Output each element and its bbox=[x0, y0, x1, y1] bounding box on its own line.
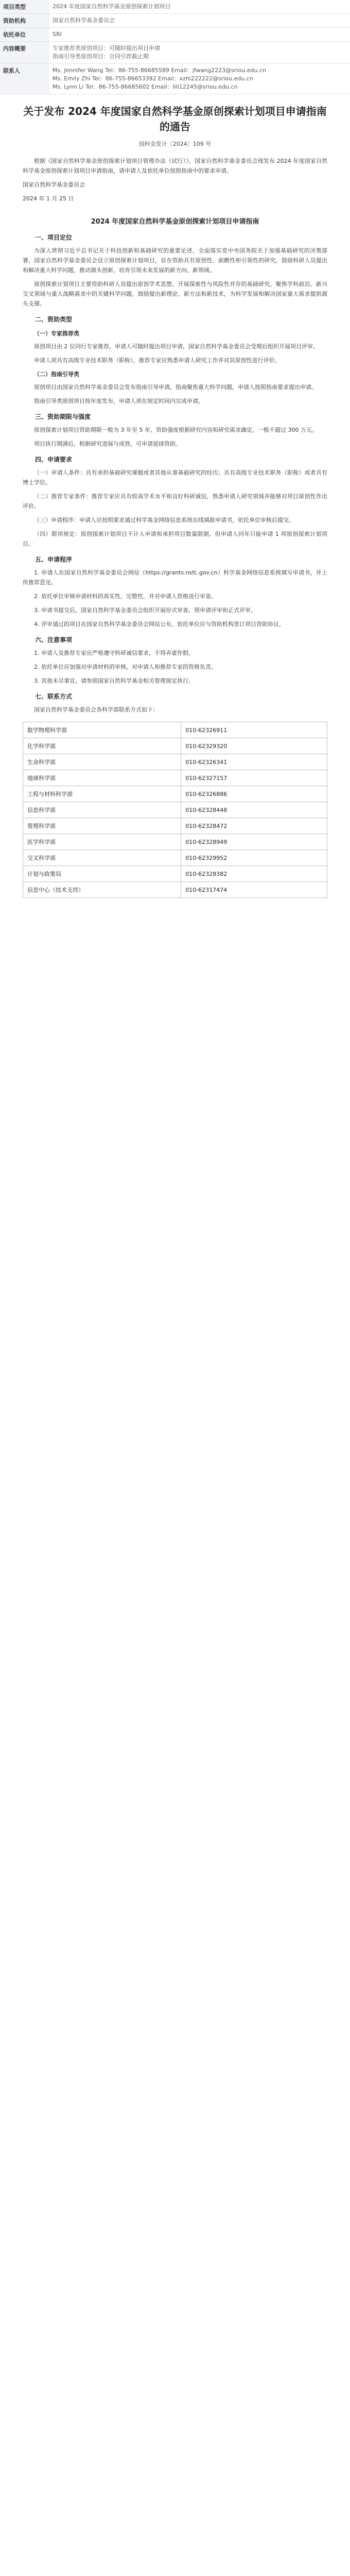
contact-table bbox=[23, 722, 327, 898]
section-paragraph: 3. 其他未尽事宜，请参照国家自然科学基金相关管理规定执行。 bbox=[34, 677, 194, 684]
subsection-paragraph: 指南引导类原创项目按年度发布，申请人须在规定时间内完成申请。 bbox=[34, 398, 204, 404]
intro-paragraph: 根据《国家自然科学基金原创探索计划项目管理办法（试行）》，国家自然科学基金委员会现发布 2024 年度国家自然科学基金原创探索计划项目申请指南，请申请人及依托单位按照指南中的要求申请。 bbox=[23, 158, 327, 174]
section-paragraph: 1. 申请人在国家自然科学基金委员会网站（https://grants.nsfc.gov.cn）科学基金网络信息系统填写申请书，并上传推荐意见。 bbox=[23, 569, 327, 586]
contact-row bbox=[23, 834, 327, 850]
section-heading: 五、申请程序 bbox=[35, 556, 73, 563]
page bbox=[0, 0, 350, 919]
contact-phone: 010-62328472 bbox=[181, 818, 327, 834]
subsection-heading: （二）指南引导类 bbox=[34, 371, 79, 378]
contact-phone: 010-62326341 bbox=[181, 754, 327, 770]
contact-row bbox=[23, 882, 327, 898]
section-paragraph: 国家自然科学基金委员会各科学部联系方式如下： bbox=[34, 706, 159, 713]
contact-dept: 计划与政策局 bbox=[23, 866, 181, 882]
contact-dept: 生命科学部 bbox=[23, 754, 181, 770]
section-paragraph: （四）限项规定：原创探索计划项目不计入申请和承担项目数量限制，但申请人同年只能申请 1 项原创探索计划项目。 bbox=[23, 531, 327, 547]
meta-row bbox=[0, 14, 350, 28]
section-heading: 三、资助期限与强度 bbox=[35, 413, 91, 420]
meta-label: 内容概要 bbox=[0, 42, 49, 64]
meta-value bbox=[49, 28, 350, 42]
contact-phone: 010-62328949 bbox=[181, 834, 327, 850]
contact-phone: 010-62326911 bbox=[181, 722, 327, 738]
meta-table bbox=[0, 0, 350, 94]
subsection-paragraph: 申请人须具有高级专业技术职务（职称），推荐专家应熟悉申请人研究工作并对其原创性进行评价。 bbox=[34, 357, 281, 364]
contact-phone: 010-62327157 bbox=[181, 770, 327, 786]
meta-value-line: 专家推荐类原创项目：可随时提出项目申请 bbox=[52, 45, 160, 52]
meta-value-line: 指南引导类原创项目：合同引荐截止期 bbox=[52, 53, 149, 60]
announcement-body bbox=[0, 156, 350, 715]
section-paragraph: 1. 申请人及推荐专家应严格遵守科研诚信要求，不得弄虚作假。 bbox=[34, 650, 194, 656]
contact-phone: 010-62317474 bbox=[181, 882, 327, 898]
section-heading: 七、联系方式 bbox=[35, 693, 73, 700]
signature-org: 国家自然科学基金委员会 bbox=[23, 181, 85, 188]
meta-value-line: Ms. Jennifer Wang Tel：86-755-86685589 Email：jfwang2223@sriou.edu.cn bbox=[52, 67, 267, 74]
meta-label: 资助机构 bbox=[0, 14, 49, 28]
meta-value-line: Ms. Emily Zhi Tel：86-755-86653392 Email：xzhi222222@sriou.edu.cn bbox=[52, 75, 253, 82]
contact-dept: 地球科学部 bbox=[23, 770, 181, 786]
subsection-paragraph: 原创项目由国家自然科学基金委员会发布指南引导申请，指南聚焦重大科学问题，申请人按照指南要求提出申请。 bbox=[34, 384, 317, 391]
contact-phone: 010-62329952 bbox=[181, 850, 327, 866]
contact-row bbox=[23, 770, 327, 786]
meta-value-line: 2024 年度国家自然科学基金原创探索计划项目 bbox=[52, 3, 171, 10]
contact-row bbox=[23, 850, 327, 866]
subsection-heading: （一）专家推荐类 bbox=[34, 330, 79, 337]
section-paragraph: （二）推荐专家条件：推荐专家应具有较高学术水平和良好科研诚信，熟悉申请人研究领域并能够对项目原创性作出评价。 bbox=[23, 493, 327, 510]
contact-table-wrap bbox=[0, 719, 350, 919]
meta-value bbox=[49, 42, 350, 64]
contact-dept: 信息中心（技术支持） bbox=[23, 882, 181, 898]
meta-row bbox=[0, 0, 350, 14]
signature-date: 2024 年 1 月 25 日 bbox=[23, 195, 74, 202]
contact-row bbox=[23, 786, 327, 802]
section-heading: 六、注意事项 bbox=[35, 636, 73, 643]
section-paragraph: 项目执行期满后，根据研究进展与成效，可申请延续资助。 bbox=[34, 440, 181, 447]
section-heading: 四、申请要求 bbox=[35, 456, 73, 463]
contact-dept: 管理科学部 bbox=[23, 818, 181, 834]
contact-row bbox=[23, 818, 327, 834]
contact-dept: 医学科学部 bbox=[23, 834, 181, 850]
contact-dept: 工程与材料科学部 bbox=[23, 786, 181, 802]
contact-phone: 010-62328382 bbox=[181, 866, 327, 882]
meta-row bbox=[0, 28, 350, 42]
contact-dept: 化学科学部 bbox=[23, 738, 181, 754]
guide-title: 2024 年度国家自然科学基金原创探索计划项目申请指南 bbox=[91, 218, 259, 226]
contact-dept: 信息科学部 bbox=[23, 802, 181, 818]
contact-phone: 010-62329320 bbox=[181, 738, 327, 754]
meta-value bbox=[49, 14, 350, 28]
meta-label: 联系人 bbox=[0, 64, 49, 94]
contact-phone: 010-62326886 bbox=[181, 786, 327, 802]
section-paragraph: 原创探索计划项目主要资助科研人员提出原创学术思想、开展探索性与风险性并存的基础研究，聚焦学科前沿、新兴交叉领域与重大战略需求中的关键科学问题，鼓励提出新理论、新方法和新技术，为科学发展和解决国家重大需求提供源头支撑。 bbox=[23, 281, 327, 307]
section-paragraph: 4. 评审通过的项目在国家自然科学基金委员会网站公布，依托单位应与资助机构签订项目资助协议。 bbox=[34, 621, 285, 628]
document-number: 国科金发计〔2024〕109 号 bbox=[138, 141, 212, 147]
contact-row bbox=[23, 754, 327, 770]
section-paragraph: 原创探索计划项目资助期限一般为 3 年至 5 年，资助强度根据研究内容和研究需求确定，一般不超过 300 万元。 bbox=[34, 427, 318, 433]
meta-row bbox=[0, 64, 350, 94]
section-heading: 一、项目定位 bbox=[35, 234, 73, 241]
meta-value-line: SRI bbox=[52, 31, 62, 38]
guide-sections bbox=[23, 233, 327, 715]
section-paragraph: 2. 依托单位审核申请材料的真实性、完整性，并对申请人资格进行审查。 bbox=[34, 593, 217, 600]
section-paragraph: 为深入贯彻习近平总书记关于科技创新和基础研究的重要论述，全面落实党中央国务院关于加强基础研究的决策部署，国家自然科学基金委员会设立原创探索计划项目，旨在资助具有原创性、前瞻性和引领性的研究，鼓励科研人员提出和解决重大科学问题，推动源头创新，培育引领未来发展的新方向、新领域。 bbox=[23, 247, 327, 274]
contact-row bbox=[23, 866, 327, 882]
subsection-paragraph: 原创项目由 2 位同行专家推荐，申请人可随时提出项目申请，国家自然科学基金委员会受理后组织开展项目评审。 bbox=[34, 343, 319, 350]
meta-value-line: 国家自然科学基金委员会 bbox=[52, 17, 115, 24]
contact-row bbox=[23, 802, 327, 818]
section-heading: 二、资助类型 bbox=[35, 316, 73, 323]
section-paragraph: 2. 依托单位应加强对申请材料的审核，对申请人和推荐专家的资格负责。 bbox=[34, 664, 217, 670]
contact-phone: 010-62328448 bbox=[181, 802, 327, 818]
contact-dept: 数学物理科学部 bbox=[23, 722, 181, 738]
meta-value bbox=[49, 0, 350, 14]
meta-row bbox=[0, 42, 350, 64]
section-paragraph: 3. 申请书提交后，国家自然科学基金委员会组织开展形式审查、预申请评审和正式评审。 bbox=[34, 607, 256, 614]
section-paragraph: （一）申请人条件：具有承担基础研究课题或者其他从事基础研究的经历；具有高级专业技术职务（职称）或者具有博士学位。 bbox=[23, 469, 327, 486]
meta-value bbox=[49, 64, 350, 94]
meta-value-line: Ms. Lynn Li Tel：86-755-86685602 Email：lili12245@sriou.edu.cn bbox=[52, 83, 238, 90]
contact-row bbox=[23, 738, 327, 754]
contact-dept: 交叉科学部 bbox=[23, 850, 181, 866]
section-paragraph: （三）申请程序：申请人应按照要求通过科学基金网络信息系统在线填报申请书，依托单位审核后提交。 bbox=[34, 517, 294, 523]
meta-label: 项目类型 bbox=[0, 0, 49, 14]
meta-label: 依托单位 bbox=[0, 28, 49, 42]
page-title: 关于发布 2024 年度国家自然科学基金原创探索计划项目申请指南的通告 bbox=[23, 105, 327, 133]
contact-row bbox=[23, 722, 327, 738]
